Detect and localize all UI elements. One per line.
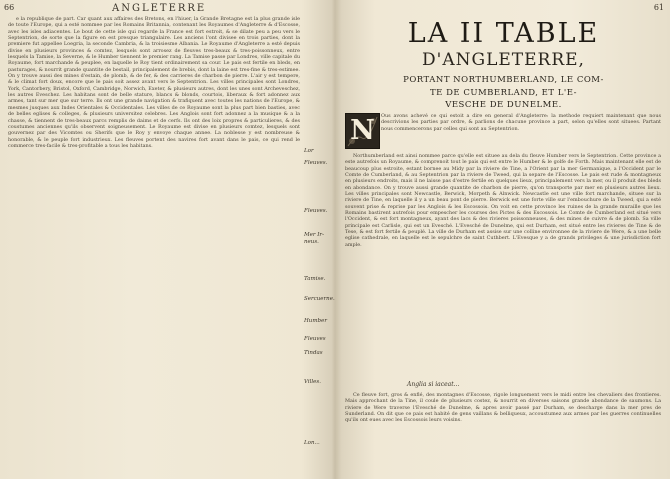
drop-cap-letter: N [350, 115, 375, 146]
page-number: 61 [653, 3, 664, 12]
verse-line: Anglia si iaceat... [407, 381, 460, 388]
margin-note: neus. [304, 239, 319, 245]
margin-note: Fleuves. [304, 160, 328, 166]
chapter-subtitle-line: TE DE CUMBERLAND, ET L'E- [430, 88, 577, 98]
running-head: ANGLETERRE [112, 3, 207, 14]
drop-cap-initial [345, 113, 380, 149]
right-page [337, 0, 670, 479]
margin-note: Tamise. [304, 276, 326, 282]
margin-note: Fleuves. [304, 208, 328, 214]
margin-note: Sercuerne. [304, 296, 335, 302]
body-text-column [8, 16, 300, 476]
chapter-title: LA II TABLE [407, 18, 600, 49]
verse-quotation [407, 381, 459, 388]
margin-note: Fleuves [304, 336, 326, 342]
margin-notes [304, 0, 335, 479]
body-paragraph: e la republique de part. Car quant aux affaires des Bretons, en l'hiuer, la Grande Bretagne est la plus grande isle de toute l'Europe, qui a esté nommee par les Romains Britannia, contenant les Royaumes d'Angleterre & d'Escosse, avec les isles adiacentes. Le bout de cette isle qui regarde la France est fort estroit, & se dilate peu a peu vers le Septentrion, de sorte que la figure en est presque triangulaire. Les anciens l'ont divisee en trois parties, dont la premiere fut appellee Loegria, la seconde Cambria, & la troisiesme Albania. Le Royaume d'Angleterre a esté depuis divise en plusieurs provinces & comtez, lesquels sont arrosez de fleuves tres-beaux & tres-poissonneux, entre lesquels la Tamise, la Severne, & le Humber tiennent le premier rang. La Tamise passe par Londres, ville capitale du Royaume, fort marchande & peuplee, en laquelle le Roy tient ordinairement sa cour. Le pais est fertile en bleds, en pasturages, & nourrit grande quantite de bestail, principalement de brebis, dont la laine est tres-fine & tres-estimee. On y trouve aussi des mines d'estain, de plomb, & de fer, & des carrieres de charbon de pierre. L'air y est tempere, & le climat fort doux, encore que le pais soit assez avant vers le Septentrion. Les villes principales sont Londres, York, Cantorbery, Bristol, Oxford, Cambridge, Norwich, Exeter, & plusieurs autres, dont les unes sont Archeveschez, les autres Eveschez. Les habitans sont de belle stature, blancs & blonds, courtois, liberaux & fort adonnez aux armes, tant sur mer que sur terre. Ils ont une grande navigation & trafiquent avec toutes les nations de l'Europe, & mesmes jusques aux Indes Orientales & Occidentales. Les villes de ce Royaume sont la plus part bien basties, avec de belles eglises & colleges, & plusieurs universitez celebres. Les Anglois sont fort adonnez a la musique & a la chasse, & tiennent de tres-beaux parcs remplis de daims et de cerfs. Ils ont des loix propres & particulieres, & des coustumes anciennes qu'ils observent soigneusement. Le Royaume est divise en plusieurs comtez, lesquels sont gouvernez par des Vicomtes ou Sherifs que le Roy y envoye chaque annee. La noblesse y est nombreuse & honorable, & le peuple fort industrieux. Les fleuves portent des navires fort avant dans le pais, ce qui rend le commerce tres-facile & tres-profitable a tous les habitans. [8, 16, 300, 149]
intro-text [381, 113, 661, 153]
body-text-column [345, 153, 661, 385]
chapter-subtitle-line: PORTANT NORTHUMBERLAND, LE COM- [403, 75, 604, 85]
margin-note: Mer Ir- [304, 232, 324, 238]
closing-paragraph: Ce fleuve fort, gros & enflé, des montagnes d'Escosse, rigole longuement vers le midi entre les chevaliers des frontieres. Mais approchant de la Tine, il coule de plusieurs costez, & nourrit en diverses saisons grande abondance de saumons. La riviere de Were traverse l'Evesché de Dunelme, & apres avoir passé par Durham, se descharge dans la mer pres de Sunderland. On dit que ce pais est habité de gens vaillans & belliqueux, accoustumez aux armes par les guerres continuelles qu'ils ont eues avec les Escossois leurs voisins. [345, 392, 661, 424]
chapter-subtitle-line: VESCHE DE DUNELME. [445, 100, 562, 110]
margin-note: Villes. [304, 379, 321, 385]
margin-note: Lon... [304, 440, 320, 446]
intro-paragraph: Ous avons achevé ce qui estoit a dire en general d'Angleterre: la methode requiert maintenant que nous descrivions les parties par ordre, & parlions de chacune province a part, selon qu'elles sont situees. Partant nous commencerons par celles qui sont au Septentrion. [381, 113, 661, 132]
body-paragraph: Northumberland est ainsi nommee parce qu'elle est situee au dela du fleuve Humber vers le Septentrion. Cette province a este autrefois un Royaume, & comprenoit tout le pais qui est entre le Humber & le golfe de Forth. Mais maintenant elle est de beaucoup plus estroite, estant bornee au Midy par la riviere de Tine, a l'Orient par la mer Germanique, a l'Occident par le Comte de Cumberland, & au Septentrion par la riviere de Tweed, qui la separe de l'Escosse. Le pais est rude & montagneux en plusieurs endroits, mais il ne laisse pas d'estre fertile en quelques lieux, principalement vers la mer, ou il produit des bleds en abondance. On y trouve aussi grande quantite de charbon de pierre, qu'on transporte par mer en plusieurs autres lieux. Les villes principales sont Newcastle, Berwick, Morpeth & Alnwick. Newcastle est une ville fort marchande, situee sur la riviere de Tine, en laquelle il y a un beau pont de pierre. Berwick est une forte ville sur l'embouchure de la Tweed, qui a esté souvent prise & reprise par les Anglois & les Escossois. On voit en cette province les ruines de la grande muraille que les Romains bastirent autrefois pour empescher les courses des Pictes & des Escossois. Le Comte de Cumberland est situé vers l'Occident, & est fort montagneux, ayant des lacs & des rivieres poissonneuses, & des mines de cuivre & de plomb. Sa ville principale est Carlisle, qui est un Evesché. L'Evesché de Dunelme, qui est Durham, est situé entre les rivieres de Tine & de Tese, & est fort fertile & peuplé. La ville de Durham est assise sur une colline environnee de la riviere de Were, & a une belle eglise cathedrale, en laquelle est le sepulchre de saint Cuthbert. L'Evesque y a de grands privileges & une jurisdiction fort ample. [345, 153, 661, 248]
margin-note: Lor [304, 148, 314, 154]
chapter-subtitle: D'ANGLETERRE, [422, 50, 585, 70]
page-number: 66 [4, 3, 15, 12]
margin-note: Tindas [304, 350, 323, 356]
closing-text [345, 392, 661, 477]
margin-note: Humber [304, 318, 327, 324]
